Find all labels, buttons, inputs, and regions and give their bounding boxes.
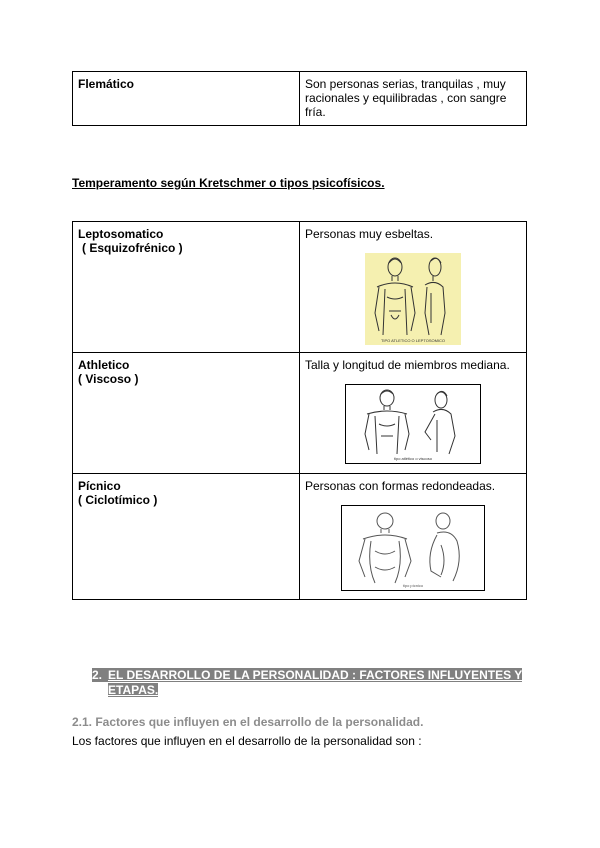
description-cell: [300, 474, 527, 600]
athletic-figure: [345, 384, 481, 464]
figure-frame: [346, 385, 481, 464]
type-subname: ( Ciclotímico ): [78, 493, 158, 507]
type-cell: [73, 474, 300, 600]
table-row: [73, 474, 527, 600]
table-row: [73, 72, 527, 126]
section-title-line1: EL DESARROLLO DE LA PERSONALIDAD : FACTORES INFLUYENTES Y: [108, 668, 523, 682]
section-number: 2.: [92, 668, 103, 682]
type-name: Athletico: [78, 358, 130, 372]
description-text: Personas con formas redondeadas.: [305, 479, 496, 493]
paragraph: Los factores que influyen en el desarrollo de la personalidad son :: [72, 734, 422, 748]
description-cell: [300, 353, 527, 474]
kretschmer-heading: Temperamento según Kretschmer o tipos psicofísicos.: [72, 176, 385, 190]
type-cell: Flemático: [73, 72, 300, 126]
section-title-line2: ETAPAS.: [108, 683, 159, 697]
type-subname: ( Viscoso ): [78, 372, 139, 386]
description-text: Personas muy esbeltas.: [305, 227, 434, 241]
description-cell: [300, 222, 527, 353]
figure-caption: TIPO ATLETICO O LEPTOSOMICO: [380, 338, 446, 343]
type-name: Leptosomatico: [78, 227, 164, 241]
section-2-heading: [92, 668, 527, 698]
section-2-line2: [92, 683, 527, 698]
type-subname: ( Esquizofrénico ): [82, 241, 183, 255]
section-2-line1: [92, 668, 527, 683]
figure-caption: tipo atlético o viscoso: [393, 456, 433, 461]
description-text: Talla y longitud de miembros mediana.: [305, 358, 510, 372]
type-name: Pícnico: [78, 479, 121, 493]
figure-caption: tipo pícnico: [402, 583, 424, 588]
kretschmer-table: [72, 221, 527, 600]
type-cell: [73, 353, 300, 474]
flematico-table: [72, 71, 527, 126]
subsection-2-1-heading: 2.1. Factores que influyen en el desarrollo de la personalidad.: [72, 715, 424, 729]
table-row: [73, 353, 527, 474]
picnic-figure: [341, 505, 485, 591]
table-row: [73, 222, 527, 353]
description-cell: Son personas serias, tranquilas , muy racionales y equilibradas , con sangre fría.: [300, 72, 527, 126]
type-cell: [73, 222, 300, 353]
leptosomatic-figure: [365, 253, 461, 345]
